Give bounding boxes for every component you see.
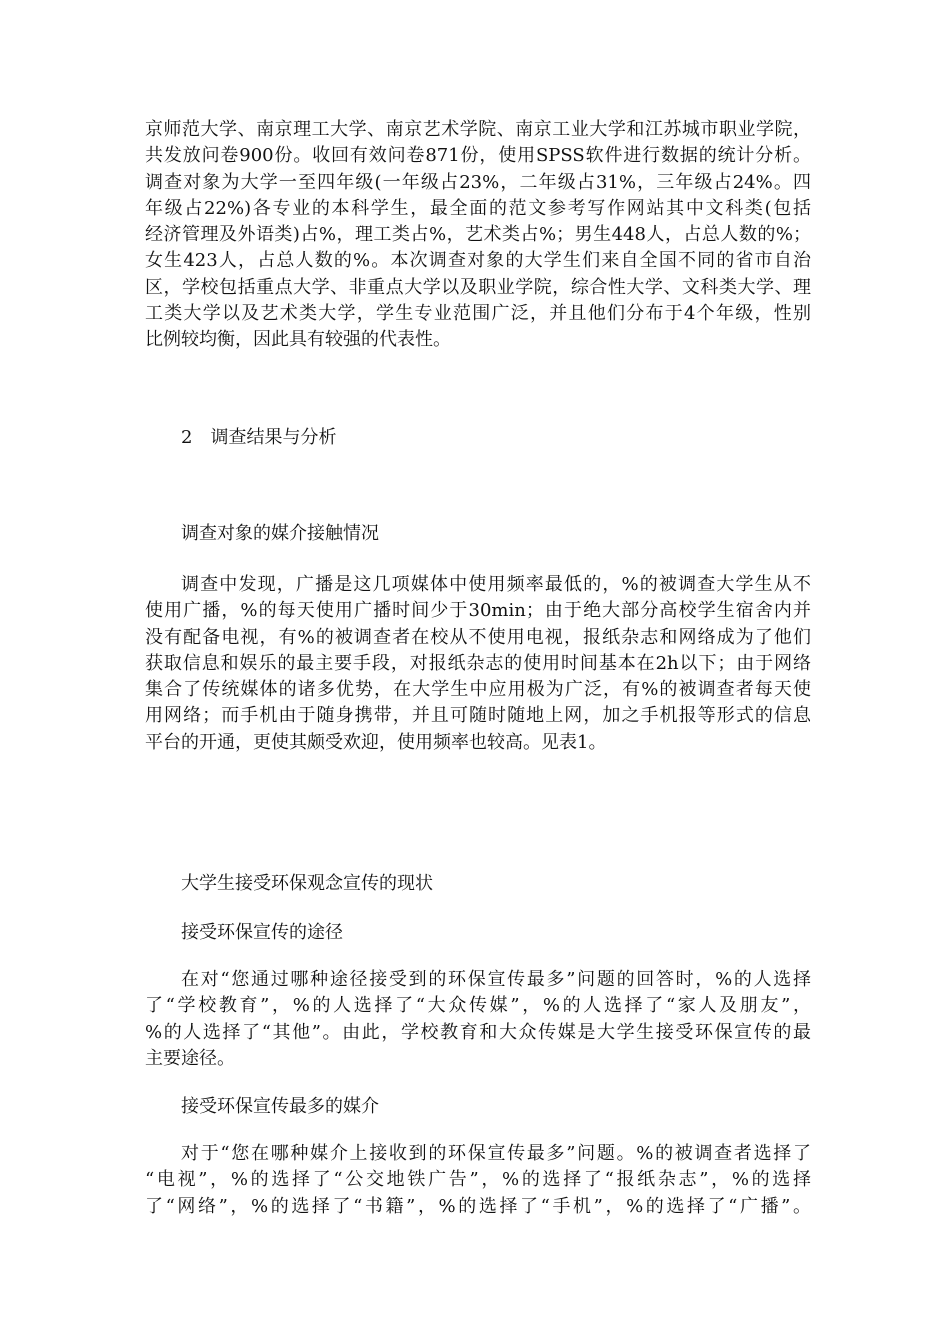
intro-paragraph bbox=[145, 117, 811, 354]
text-line: 调查中发现，广播是这几项媒体中使用频率最低的，%的被调查大学生从不 bbox=[181, 574, 811, 595]
channel-paragraph bbox=[145, 967, 811, 1072]
text-line: 比例较均衡，因此具有较强的代表性。 bbox=[145, 329, 451, 351]
section-heading: 2 调查结果与分析 bbox=[181, 427, 337, 448]
text-line: 平台的开通，更使其颇受欢迎，使用频率也较高。见表1。 bbox=[145, 731, 607, 753]
text-line: 经济管理及外语类)占%，理工类占%，艺术类占%；男生448人，占总人数的%； bbox=[145, 224, 811, 246]
text-line: 主要途径。 bbox=[145, 1047, 235, 1069]
text-line: 了“学校教育”，%的人选择了“大众传媒”，%的人选择了“家人及朋友”， bbox=[145, 995, 811, 1017]
text-line: 对于“您在哪种媒介上接收到的环保宣传最多”问题。%的被调查者选择了 bbox=[181, 1143, 811, 1164]
subsection-heading: 调查对象的媒介接触情况 bbox=[181, 523, 379, 544]
text-line: 了“网络”，%的选择了“书籍”，%的选择了“手机”，%的选择了“广播”。 bbox=[145, 1195, 811, 1217]
text-line: 年级占22%)各专业的本科学生，最全面的范文参考写作网站其中文科类(包括 bbox=[145, 197, 811, 219]
text-line: 使用广播，%的每天使用广播时间少于30min；由于绝大部分高校学生宿舍内并 bbox=[145, 600, 811, 622]
text-line: 工类大学以及艺术类大学，学生专业范围广泛，并且他们分布于4个年级，性别 bbox=[145, 303, 811, 325]
text-line: 区，学校包括重点大学、非重点大学以及职业学院，综合性大学、文科类大学、理 bbox=[145, 276, 811, 298]
media-contact-paragraph bbox=[145, 572, 811, 756]
text-line: 集合了传统媒体的诸多优势，在大学生中应用极为广泛，有%的被调查者每天使 bbox=[145, 679, 811, 701]
text-line: %的人选择了“其他”。由此，学校教育和大众传媒是大学生接受环保宣传的最 bbox=[145, 1021, 811, 1043]
text-line: 没有配备电视，有%的被调查者在校从不使用电视，报纸杂志和网络成为了他们 bbox=[145, 626, 811, 648]
text-line: 用网络；而手机由于随身携带，并且可随时随地上网，加之手机报等形式的信息 bbox=[145, 705, 811, 727]
text-line: “电视”，%的选择了“公交地铁广告”，%的选择了“报纸杂志”，%的选择 bbox=[145, 1169, 811, 1191]
text-line: 在对“您通过哪种途径接受到的环保宣传最多”问题的回答时，%的人选择 bbox=[181, 969, 811, 990]
subsection-heading: 大学生接受环保观念宣传的现状 bbox=[181, 873, 433, 894]
media-paragraph bbox=[145, 1141, 811, 1220]
text-line: 共发放问卷900份。收回有效问卷871份，使用SPSS软件进行数据的统计分析。 bbox=[145, 145, 811, 167]
text-line: 调查对象为大学一至四年级(一年级占23%，二年级占31%，三年级占24%。四 bbox=[145, 171, 811, 193]
text-line: 女生423人，占总人数的%。本次调查对象的大学生们来自全国不同的省市自治 bbox=[145, 250, 811, 272]
text-line: 京师范大学、南京理工大学、南京艺术学院、南京工业大学和江苏城市职业学院， bbox=[145, 119, 811, 140]
subsection-heading: 接受环保宣传的途径 bbox=[181, 922, 343, 943]
subsection-heading: 接受环保宣传最多的媒介 bbox=[181, 1096, 379, 1117]
text-line: 获取信息和娱乐的最主要手段，对报纸杂志的使用时间基本在2h以下；由于网络 bbox=[145, 652, 811, 674]
